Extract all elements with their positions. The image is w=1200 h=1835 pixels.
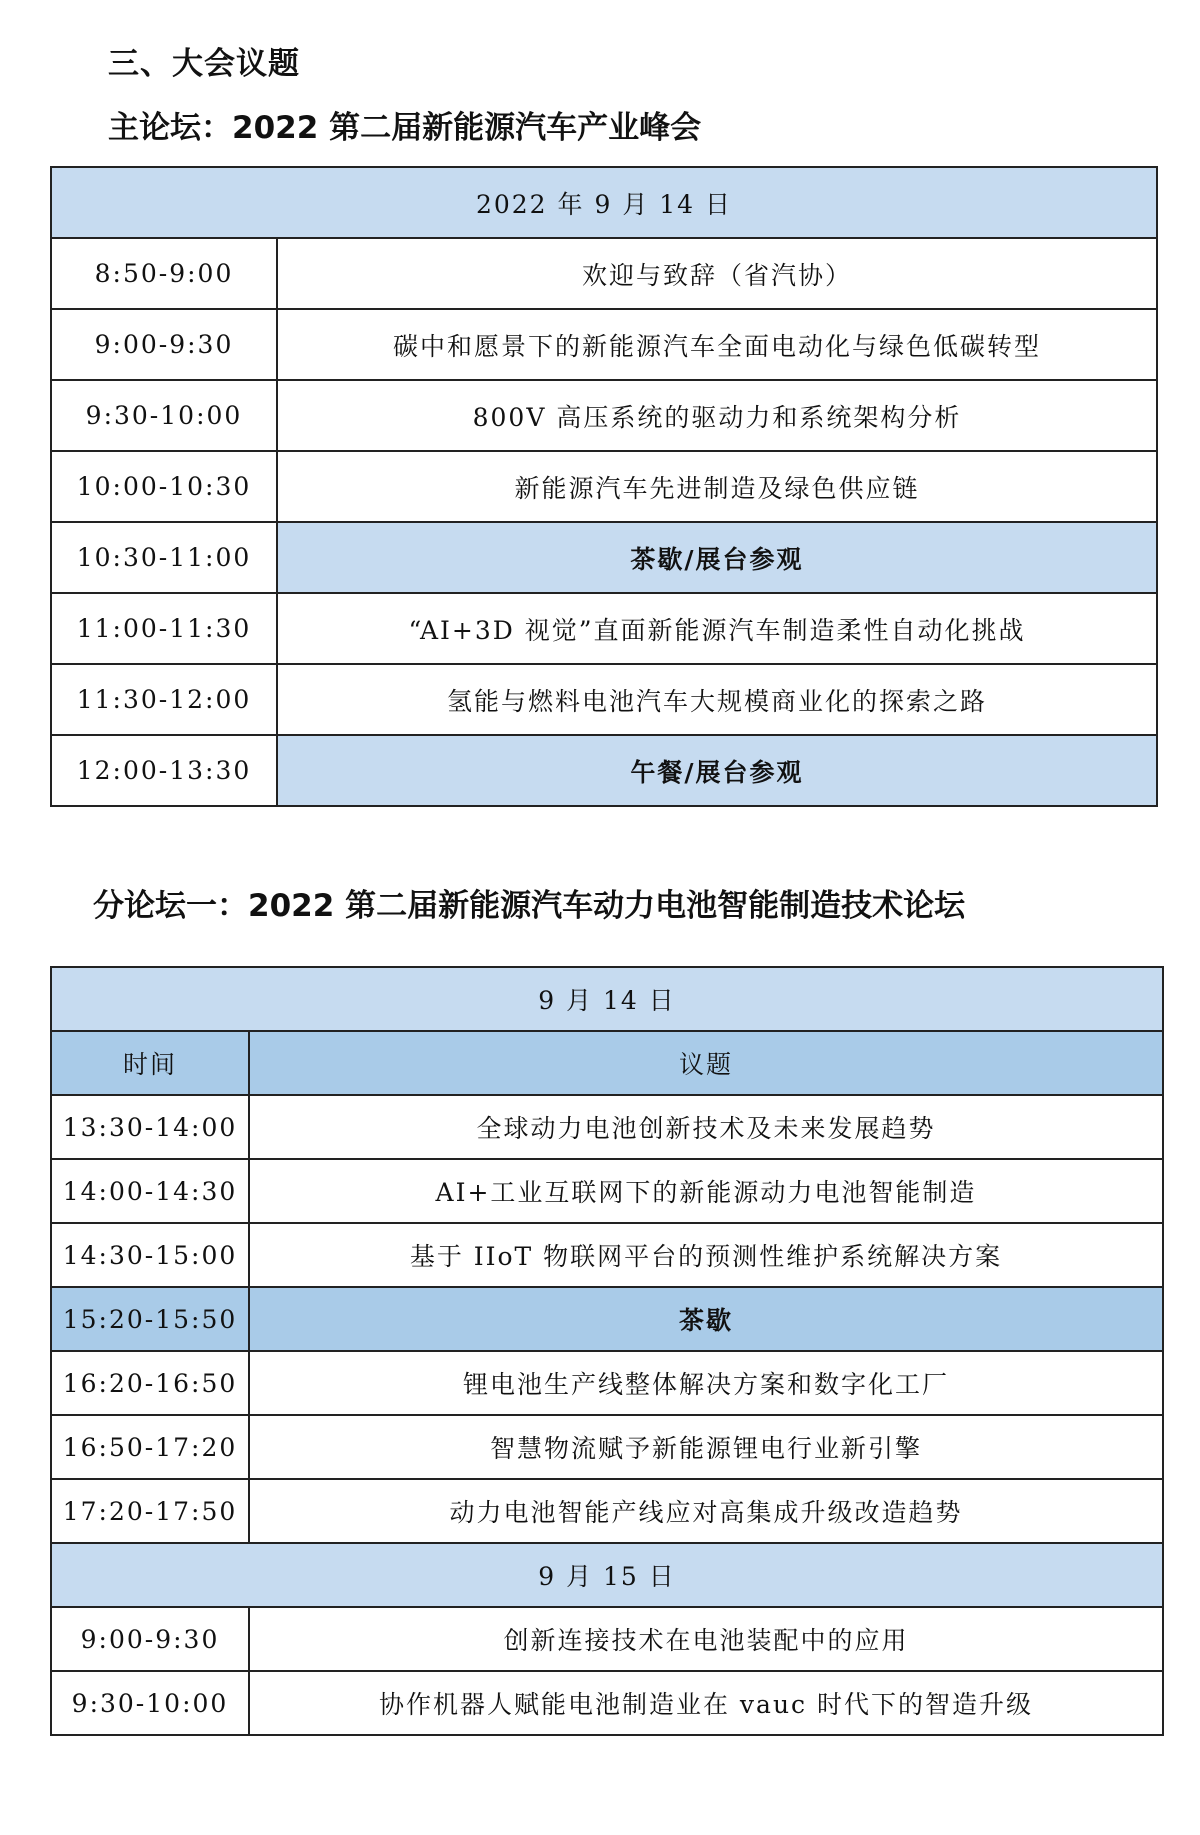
topic-cell: 锂电池生产线整体解决方案和数字化工厂 bbox=[249, 1351, 1163, 1415]
schedule-row bbox=[51, 1607, 1163, 1671]
topic-cell: 氢能与燃料电池汽车大规模商业化的探索之路 bbox=[277, 664, 1157, 735]
time-cell: 12:00-13:30 bbox=[51, 735, 277, 806]
topic-cell: 午餐/展台参观 bbox=[277, 735, 1157, 806]
break-row bbox=[51, 522, 1157, 593]
time-cell: 16:50-17:20 bbox=[51, 1415, 249, 1479]
date-row bbox=[51, 1543, 1163, 1607]
time-cell: 14:00-14:30 bbox=[51, 1159, 249, 1223]
time-cell: 8:50-9:00 bbox=[51, 238, 277, 309]
topic-cell: 新能源汽车先进制造及绿色供应链 bbox=[277, 451, 1157, 522]
schedule-row bbox=[51, 451, 1157, 522]
time-cell: 15:20-15:50 bbox=[51, 1287, 249, 1351]
topic-cell: 茶歇 bbox=[249, 1287, 1163, 1351]
main-forum-title: 主论坛：2022 第二届新能源汽车产业峰会 bbox=[108, 110, 702, 146]
main-forum-table bbox=[50, 166, 1158, 807]
time-cell: 11:00-11:30 bbox=[51, 593, 277, 664]
time-cell: 17:20-17:50 bbox=[51, 1479, 249, 1543]
schedule-row bbox=[51, 1159, 1163, 1223]
schedule-row bbox=[51, 1223, 1163, 1287]
date-row bbox=[51, 167, 1157, 238]
schedule-row bbox=[51, 380, 1157, 451]
time-cell: 9:30-10:00 bbox=[51, 1671, 249, 1735]
time-cell: 14:30-15:00 bbox=[51, 1223, 249, 1287]
topic-cell: 欢迎与致辞（省汽协） bbox=[277, 238, 1157, 309]
schedule-row bbox=[51, 1479, 1163, 1543]
time-cell: 13:30-14:00 bbox=[51, 1095, 249, 1159]
break-row bbox=[51, 1287, 1163, 1351]
topic-cell: 基于 IIoT 物联网平台的预测性维护系统解决方案 bbox=[249, 1223, 1163, 1287]
topic-cell: 智慧物流赋予新能源锂电行业新引擎 bbox=[249, 1415, 1163, 1479]
sub-forum-title: 分论坛一：2022 第二届新能源汽车动力电池智能制造技术论坛 bbox=[93, 888, 966, 924]
break-row bbox=[51, 735, 1157, 806]
schedule-row bbox=[51, 238, 1157, 309]
schedule-row bbox=[51, 1095, 1163, 1159]
time-cell: 10:30-11:00 bbox=[51, 522, 277, 593]
sub-forum-table bbox=[50, 966, 1164, 1736]
topic-cell: 协作机器人赋能电池制造业在 vauc 时代下的智造升级 bbox=[249, 1671, 1163, 1735]
column-header-row bbox=[51, 1031, 1163, 1095]
schedule-row bbox=[51, 664, 1157, 735]
schedule-row bbox=[51, 1351, 1163, 1415]
topic-cell: 全球动力电池创新技术及未来发展趋势 bbox=[249, 1095, 1163, 1159]
time-cell: 9:30-10:00 bbox=[51, 380, 277, 451]
date-cell: 9 月 14 日 bbox=[51, 967, 1163, 1031]
schedule-row bbox=[51, 1415, 1163, 1479]
date-row bbox=[51, 967, 1163, 1031]
time-cell: 11:30-12:00 bbox=[51, 664, 277, 735]
column-header-topic: 议题 bbox=[249, 1031, 1163, 1095]
schedule-row bbox=[51, 593, 1157, 664]
topic-cell: 动力电池智能产线应对高集成升级改造趋势 bbox=[249, 1479, 1163, 1543]
schedule-row bbox=[51, 309, 1157, 380]
topic-cell: 碳中和愿景下的新能源汽车全面电动化与绿色低碳转型 bbox=[277, 309, 1157, 380]
time-cell: 10:00-10:30 bbox=[51, 451, 277, 522]
section-heading: 三、大会议题 bbox=[108, 46, 300, 82]
date-cell: 2022 年 9 月 14 日 bbox=[51, 167, 1157, 238]
column-header-time: 时间 bbox=[51, 1031, 249, 1095]
date-cell: 9 月 15 日 bbox=[51, 1543, 1163, 1607]
schedule-row bbox=[51, 1671, 1163, 1735]
topic-cell: 800V 高压系统的驱动力和系统架构分析 bbox=[277, 380, 1157, 451]
topic-cell: 茶歇/展台参观 bbox=[277, 522, 1157, 593]
time-cell: 9:00-9:30 bbox=[51, 309, 277, 380]
topic-cell: 创新连接技术在电池装配中的应用 bbox=[249, 1607, 1163, 1671]
topic-cell: AI+工业互联网下的新能源动力电池智能制造 bbox=[249, 1159, 1163, 1223]
time-cell: 16:20-16:50 bbox=[51, 1351, 249, 1415]
time-cell: 9:00-9:30 bbox=[51, 1607, 249, 1671]
topic-cell: “AI+3D 视觉”直面新能源汽车制造柔性自动化挑战 bbox=[277, 593, 1157, 664]
